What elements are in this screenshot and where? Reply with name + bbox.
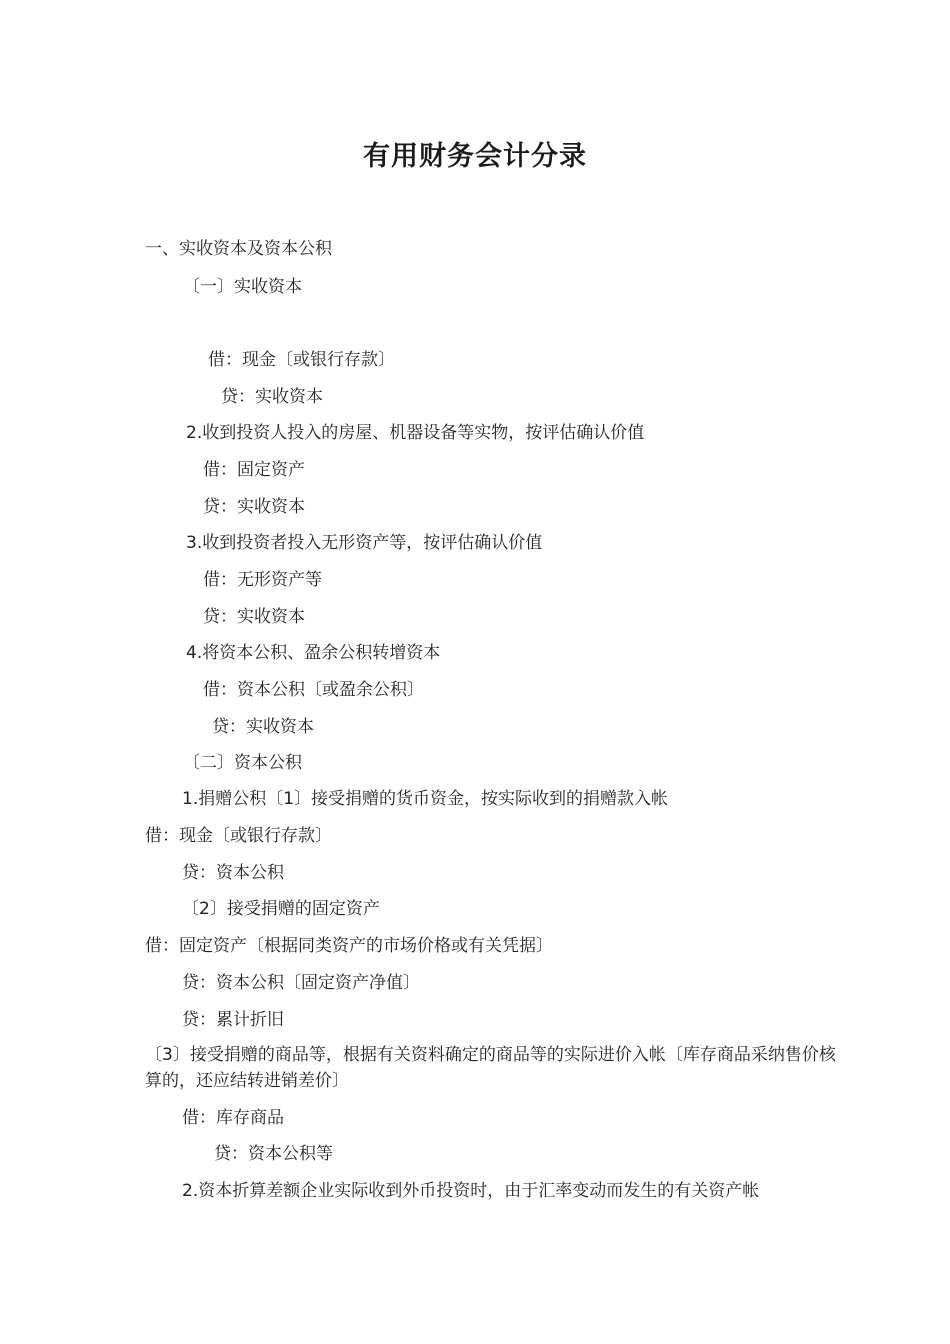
entry-credit: 贷：实收资本 — [203, 497, 305, 517]
entry-credit: 贷：资本公积 — [182, 863, 284, 883]
subsection-heading: 〔二〕资本公积 — [183, 753, 302, 773]
entry-debit: 借：固定资产〔根据同类资产的市场价格或有关凭据〕 — [145, 936, 553, 956]
item-heading: 〔2〕接受捐赠的固定资产 — [182, 899, 380, 919]
entry-credit: 贷：实收资本 — [212, 717, 314, 737]
item-heading: 4.将资本公积、盈余公积转增资本 — [186, 643, 441, 663]
entry-credit: 贷：累计折旧 — [182, 1010, 284, 1030]
entry-debit: 借：无形资产等 — [203, 570, 322, 590]
entry-debit: 借：资本公积〔或盈余公积〕 — [203, 680, 424, 700]
entry-credit: 贷：实收资本 — [203, 607, 305, 627]
item-paragraph: 〔3〕接受捐赠的商品等，根据有关资料确定的商品等的实际进价入帐〔库存商品采纳售价核算的，还应结转进销差价〕 — [145, 1045, 836, 1091]
section-heading: 一、实收资本及资本公积 — [145, 239, 332, 259]
item-heading: 2.资本折算差额企业实际收到外币投资时，由于汇率变动而发生的有关资产帐 — [182, 1181, 760, 1201]
entry-credit: 贷：资本公积等 — [214, 1144, 333, 1164]
entry-debit: 借：库存商品 — [182, 1108, 284, 1128]
entry-debit: 借：固定资产 — [203, 460, 305, 480]
document-title: 有用财务会计分录 — [363, 141, 587, 172]
item-heading: 1.捐赠公积〔1〕接受捐赠的货币资金，按实际收到的捐赠款入帐 — [182, 789, 669, 809]
entry-debit: 借：现金〔或银行存款〕 — [208, 350, 395, 370]
item-heading: 2.收到投资人投入的房屋、机器设备等实物，按评估确认价值 — [186, 423, 645, 443]
entry-credit: 贷：实收资本 — [221, 387, 323, 407]
entry-credit: 贷：资本公积〔固定资产净值〕 — [182, 973, 420, 993]
entry-debit: 借：现金〔或银行存款〕 — [145, 826, 332, 846]
item-heading: 3.收到投资者投入无形资产等，按评估确认价值 — [186, 533, 543, 553]
subsection-heading: 〔一〕实收资本 — [183, 277, 302, 297]
